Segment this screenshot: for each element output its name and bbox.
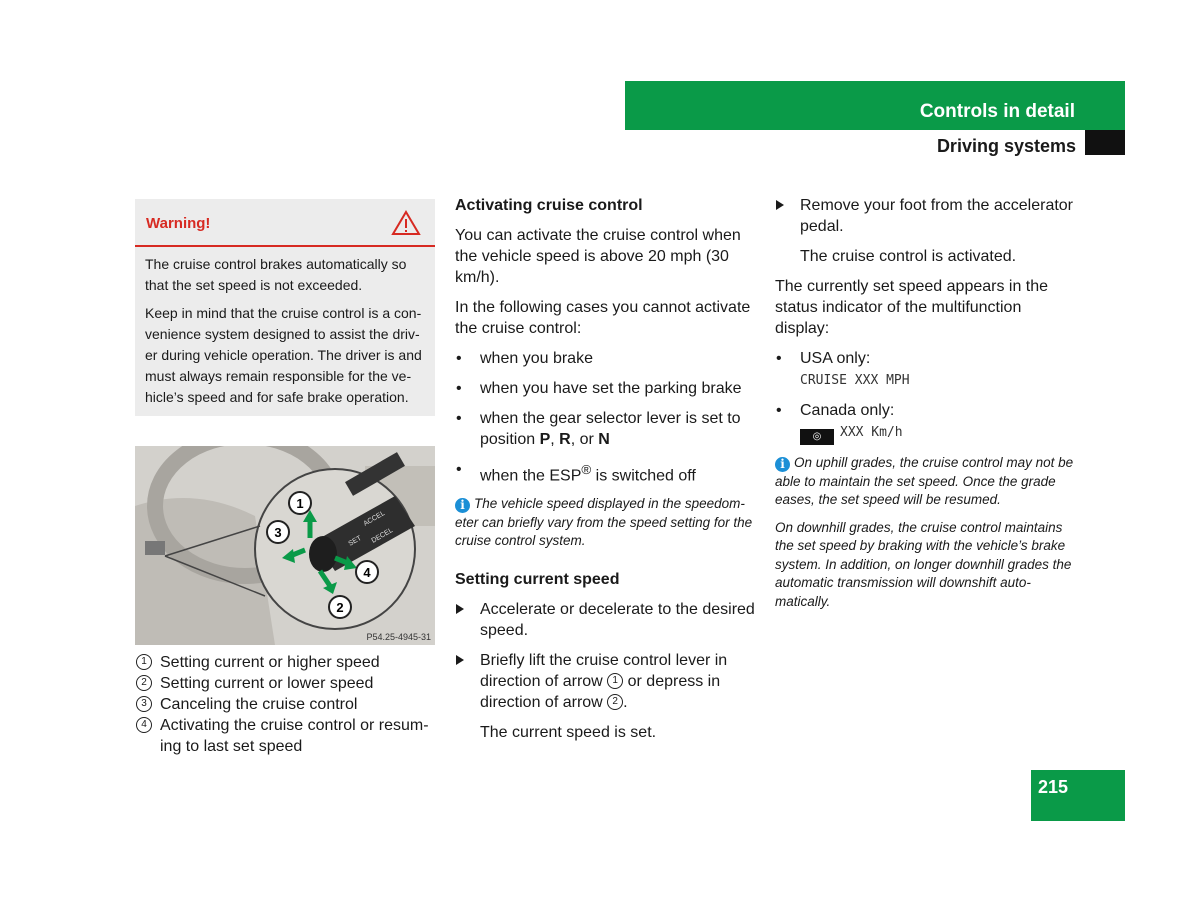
caption-text: Setting current or lower speed	[160, 675, 374, 692]
warning-box	[135, 199, 435, 416]
list-item-text: USA only:	[800, 350, 871, 367]
caption-number: 3	[136, 696, 152, 712]
callout-2: 2	[336, 600, 344, 615]
paragraph: The currently set speed appears in the status indicator of the multifunction display:	[775, 278, 1049, 337]
list-item	[455, 459, 755, 486]
callout-1: 1	[296, 496, 304, 511]
step-text: Remove your foot from the accelerator pedal.	[800, 197, 1074, 235]
bullet-icon: •	[456, 461, 462, 478]
bullet-icon: •	[776, 402, 782, 419]
heading-activating: Activating cruise control	[455, 197, 643, 214]
instruction-step	[455, 650, 755, 713]
list-item-text: when you have set the parking brake	[480, 380, 742, 397]
list-item-text: Canada only:	[800, 402, 895, 419]
info-icon: i	[455, 498, 470, 513]
caption-item	[135, 715, 440, 757]
arrow-ref-number: 2	[607, 694, 623, 710]
lever-label-decel: DECEL	[370, 526, 395, 545]
bullet-icon: •	[456, 410, 462, 427]
page-number: 215	[1038, 777, 1069, 797]
instruction-step	[455, 599, 755, 641]
list-item	[775, 400, 1075, 445]
separator: , or	[570, 431, 599, 448]
warning-paragraph: The cruise control brakes automatically so that the set speed is not exceeded.	[145, 256, 407, 293]
speedometer-icon: ◎	[800, 429, 834, 445]
step-text: or depress in direction of arrow	[480, 672, 721, 711]
list-item-text: when the gear selector lever is set to position	[480, 410, 741, 448]
right-column	[775, 195, 1075, 620]
page-number-box	[1031, 770, 1125, 821]
step-text: Briefly lift the cruise control lever in direction of arrow	[480, 651, 728, 690]
paragraph: In the following cases you cannot activate the cruise control:	[455, 299, 751, 337]
info-icon: i	[775, 457, 790, 472]
caption-number: 1	[136, 654, 152, 670]
gear-n: N	[598, 431, 610, 448]
registered-mark: ®	[581, 462, 592, 477]
gear-p: P	[539, 431, 551, 448]
list-item	[455, 378, 755, 399]
step-result: The cruise control is activated.	[800, 248, 1017, 265]
info-note-text: On uphill grades, the cruise control may not be able to maintain the set speed. Once the grade eases, the set speed will be resumed.	[775, 455, 1074, 507]
step-text: Accelerate or decelerate to the desired speed.	[480, 600, 755, 639]
cruise-control-lever-illustration	[135, 446, 435, 645]
warning-triangle-icon	[391, 210, 421, 236]
caption-text: Setting current or higher speed	[160, 654, 380, 671]
canada-display-text: XXX Km/h	[840, 425, 903, 440]
bullet-icon: •	[776, 350, 782, 367]
step-result: The current speed is set.	[480, 723, 657, 741]
step-text: .	[623, 693, 628, 711]
callout-4: 4	[363, 565, 371, 580]
separator: ,	[550, 431, 560, 448]
list-item-text: when you brake	[480, 350, 593, 367]
chapter-title: Controls in detail	[919, 101, 1075, 122]
middle-column	[455, 195, 755, 752]
caption-item	[135, 673, 440, 694]
info-note-text: On downhill grades, the cruise control maintains the set speed by braking with the vehicle’s brake system. In addition, on longer downhill grades the automatic transmission will downshift automatically.	[775, 519, 1072, 609]
caption-number: 2	[136, 675, 152, 691]
image-code: P54.25-4945-31	[366, 632, 431, 642]
warning-paragraph: Keep in mind that the cruise control is a convenience system designed to assist the driver during vehicle operation. The driver is and must always remain responsible for the vehicle’s speed and for safe brake operation.	[145, 305, 422, 405]
gear-r: R	[559, 431, 571, 448]
warning-label: Warning!	[146, 215, 211, 232]
heading-setting-speed: Setting current speed	[455, 570, 620, 588]
info-note-text: The vehicle speed displayed in the speedometer can briefly vary from the speed setting for the cruise control system.	[455, 496, 753, 549]
warning-header	[135, 199, 435, 247]
section-title: Driving systems	[936, 136, 1076, 156]
list-item-text: when the ESP	[480, 467, 582, 485]
caption-item	[135, 694, 440, 715]
list-item	[455, 348, 755, 369]
list-item	[455, 408, 755, 450]
info-note	[775, 454, 1075, 510]
step-arrow-icon	[456, 655, 464, 665]
list-item-text: is switched off	[591, 467, 696, 485]
caption-text: Activating the cruise control or resuming to last set speed	[160, 717, 429, 755]
lever-label-accel: ACCEL	[362, 509, 387, 528]
chapter-header-bar	[625, 81, 1125, 130]
section-marker	[1085, 130, 1125, 155]
paragraph: You can activate the cruise control when the vehicle speed is above 20 mph (30 km/h).	[455, 227, 741, 286]
usa-display-text: CRUISE XXX MPH	[800, 373, 910, 388]
lever-diagram	[135, 446, 435, 645]
bullet-icon: •	[456, 350, 462, 367]
lever-label-set: SET	[347, 534, 363, 548]
info-note	[455, 495, 755, 551]
callout-3: 3	[274, 525, 282, 540]
list-item	[775, 348, 1075, 391]
figure-captions	[135, 652, 440, 757]
bullet-icon: •	[456, 380, 462, 397]
caption-item	[135, 652, 440, 673]
caption-text: Canceling the cruise control	[160, 696, 358, 713]
caption-number: 4	[136, 717, 152, 733]
step-arrow-icon	[456, 604, 464, 614]
arrow-ref-number: 1	[607, 673, 623, 689]
step-arrow-icon	[776, 200, 784, 210]
instruction-step	[775, 195, 1075, 237]
